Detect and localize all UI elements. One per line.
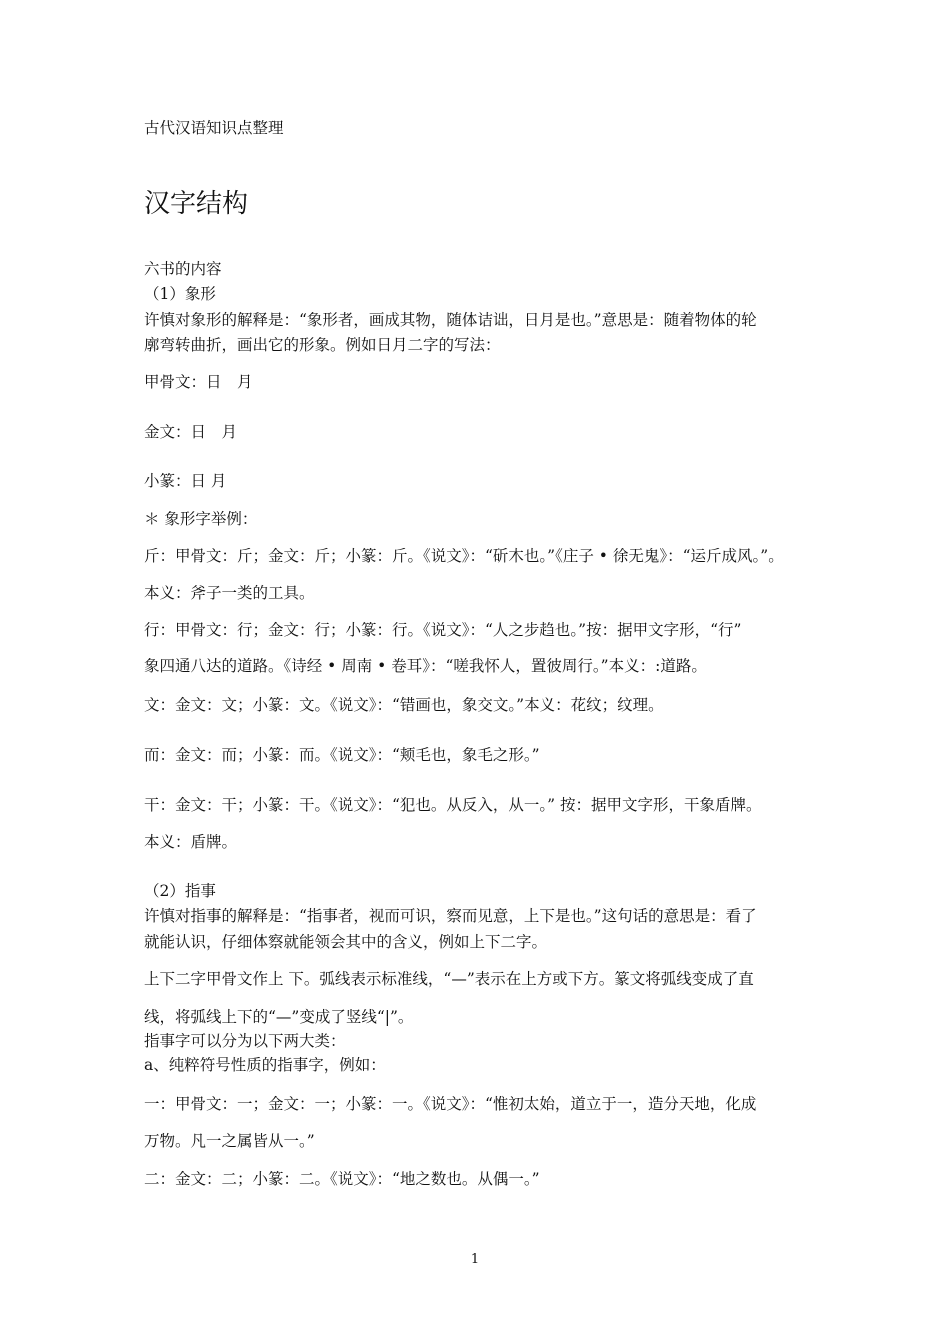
body-line: 廓弯转曲折，画出它的形象。例如日月二字的写法： [144,336,501,354]
body-line: 本义：盾牌。 [144,833,238,851]
body-line: 一：甲骨文：一；金文：一；小篆：一。《说文》：“惟初太始，道立于一，造分天地，化成 [144,1095,757,1113]
body-line: 甲骨文：日 月 [144,373,253,391]
body-line: ＊ 象形字举例： [144,510,258,528]
body-line: 文：金文：文；小篆：文。《说文》：“错画也，象交文。”本义：花纹；纹理。 [144,696,664,714]
page-number: 1 [470,1252,480,1267]
body-line: 二：金文：二；小篆：二。《说文》：“地之数也。从偶一。” [144,1170,540,1188]
body-line: 本义：斧子一类的工具。 [144,584,315,602]
body-line: 许慎对象形的解释是：“象形者，画成其物，随体诘诎，日月是也。”意思是：随着物体的轮 [144,311,757,329]
body-line: 六书的内容 [144,260,222,278]
body-line: 斤：甲骨文：斤；金文：斤；小篆：斤。《说文》：“斫木也。”《庄子 • 徐无鬼》：“运斤成风。”。 [144,547,784,565]
body-line: （2）指事 [144,882,216,900]
body-line: 线，将弧线上下的“—”变成了竖线“|”。 [144,1008,414,1026]
body-line: 干：金文：干；小篆：干。《说文》：“犯也。从反入，从一。” 按：据甲文字形，干象盾牌。 [144,796,762,814]
body-line: 金文：日 月 [144,423,238,441]
document-title: 古代汉语知识点整理 [144,119,284,137]
body-line: 象四通八达的道路。《诗经 • 周南 • 卷耳》：“嗟我怀人，置彼周行。”本义：:道路。 [144,657,707,675]
body-line: 行：甲骨文：行；金文：行；小篆：行。《说文》：“人之步趋也。”按：据甲文字形，“行” [144,621,742,639]
section-heading: 汉字结构 [144,189,249,219]
body-line: a、纯粹符号性质的指事字，例如： [144,1056,386,1074]
body-line: （1）象形 [144,285,216,303]
body-line: 万物。凡一之属皆从一。” [144,1132,315,1150]
body-line: 小篆：日 月 [144,472,227,490]
body-line: 而：金文：而；小篆：而。《说文》：“颊毛也，象毛之形。” [144,746,540,764]
body-line: 许慎对指事的解释是：“指事者，视而可识，察而见意，上下是也。”这句话的意思是：看了 [144,907,757,925]
body-line: 上下二字甲骨文作上 下。弧线表示标准线，“—”表示在上方或下方。篆文将弧线变成了直 [144,970,754,988]
body-line: 就能认识，仔细体察就能领会其中的含义，例如上下二字。 [144,933,548,951]
body-line: 指事字可以分为以下两大类： [144,1032,346,1050]
